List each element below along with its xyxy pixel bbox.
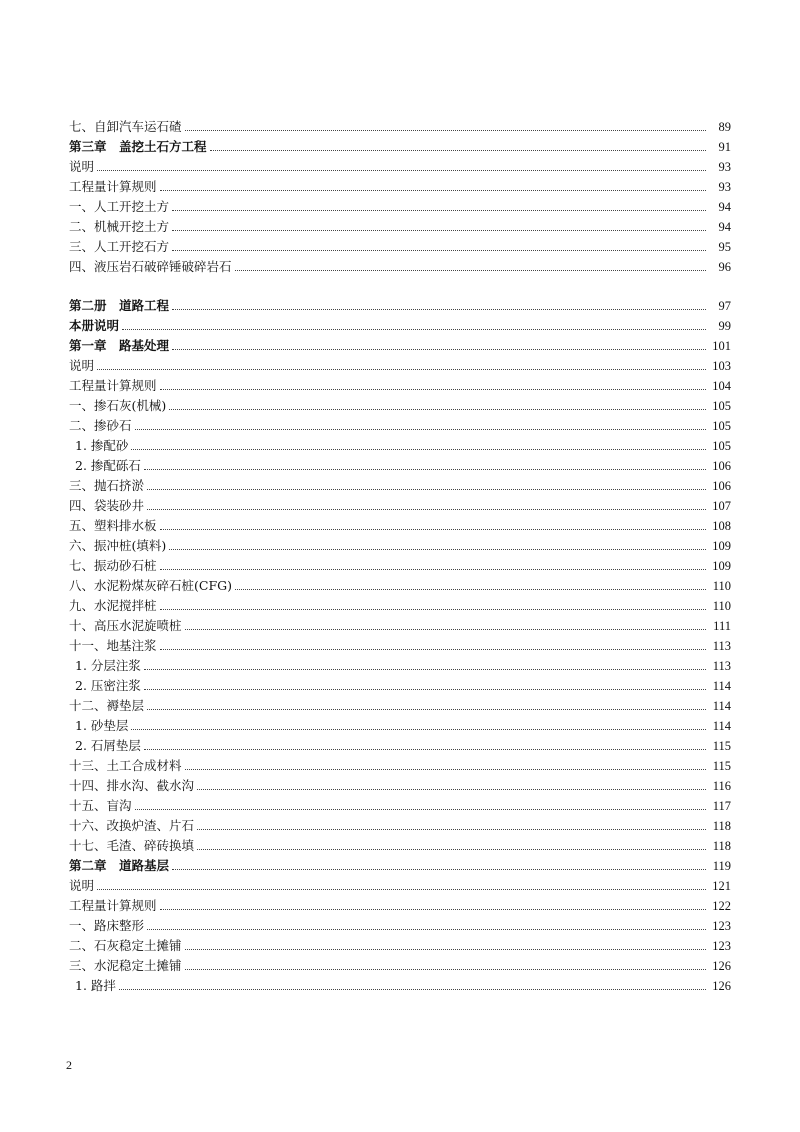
toc-entry-title: 三、抛石挤淤 bbox=[69, 478, 145, 493]
toc-entry bbox=[69, 416, 731, 436]
toc-entry-page: 123 bbox=[712, 939, 731, 953]
dot-leader bbox=[147, 489, 706, 490]
dot-leader bbox=[172, 250, 706, 251]
toc-entry-title: 第二章 道路基层 bbox=[69, 858, 170, 873]
dot-leader bbox=[97, 889, 706, 890]
dot-leader bbox=[185, 949, 706, 950]
dot-leader bbox=[160, 609, 706, 610]
toc-entry-page: 111 bbox=[713, 619, 731, 633]
toc-entry-page: 118 bbox=[712, 819, 731, 833]
toc-entry-title: 十一、地基注浆 bbox=[69, 638, 157, 653]
toc-entry-title: 七、振动砂石桩 bbox=[69, 558, 157, 573]
toc-entry-page: 114 bbox=[712, 679, 731, 693]
dot-leader bbox=[119, 989, 706, 990]
toc-entry-title: 四、袋装砂井 bbox=[69, 498, 145, 513]
toc-entry-title: 八、水泥粉煤灰碎石桩(CFG) bbox=[69, 578, 232, 593]
toc-entry bbox=[69, 476, 731, 496]
dot-leader bbox=[210, 150, 706, 151]
toc-entry bbox=[69, 396, 731, 416]
toc-entry-page: 104 bbox=[712, 379, 731, 393]
toc-entry bbox=[69, 916, 731, 936]
toc-entry-title: 一、路床整形 bbox=[69, 918, 145, 933]
dot-leader bbox=[172, 309, 706, 310]
dot-leader bbox=[147, 929, 706, 930]
toc-entry bbox=[69, 456, 731, 476]
page-number: 2 bbox=[66, 1058, 72, 1072]
toc-entry-title: 三、水泥稳定土摊铺 bbox=[69, 958, 182, 973]
toc-entry-page: 95 bbox=[718, 240, 731, 254]
toc-entry bbox=[69, 356, 731, 376]
dot-leader bbox=[169, 409, 706, 410]
toc-entry-title: 1. 掺配砂 bbox=[75, 438, 129, 453]
toc-entry-title: 说明 bbox=[69, 358, 95, 373]
toc-entry-page: 89 bbox=[718, 120, 731, 134]
toc-entry-page: 106 bbox=[712, 459, 731, 473]
toc-entry-page: 99 bbox=[718, 319, 731, 333]
toc-entry-title: 十、高压水泥旋喷桩 bbox=[69, 618, 182, 633]
dot-leader bbox=[172, 869, 706, 870]
dot-leader bbox=[172, 349, 706, 350]
toc-entry-title: 1. 砂垫层 bbox=[75, 718, 129, 733]
toc-entry bbox=[69, 117, 731, 137]
dot-leader bbox=[160, 569, 706, 570]
toc-entry bbox=[69, 217, 731, 237]
toc-entry bbox=[69, 936, 731, 956]
dot-leader bbox=[185, 969, 706, 970]
toc-entry bbox=[69, 237, 731, 257]
toc-entry-title: 第三章 盖挖土石方工程 bbox=[69, 139, 207, 154]
toc-entry-title: 十七、毛渣、碎砖换填 bbox=[69, 838, 195, 853]
dot-leader bbox=[160, 190, 706, 191]
toc-entry bbox=[69, 876, 731, 896]
toc-entry-page: 93 bbox=[718, 180, 731, 194]
toc-entry bbox=[69, 316, 731, 336]
toc-entry-title: 九、水泥搅拌桩 bbox=[69, 598, 157, 613]
toc-entry bbox=[69, 696, 731, 716]
toc-entry bbox=[69, 576, 731, 596]
toc-entry-page: 96 bbox=[718, 260, 731, 274]
toc-entry-title: 十二、褥垫层 bbox=[69, 698, 145, 713]
toc-entry bbox=[69, 676, 731, 696]
dot-leader bbox=[160, 649, 706, 650]
toc-entry bbox=[69, 296, 731, 316]
toc-entry-page: 113 bbox=[712, 639, 731, 653]
toc-entry bbox=[69, 376, 731, 396]
toc-entry-title: 十四、排水沟、截水沟 bbox=[69, 778, 195, 793]
dot-leader bbox=[185, 130, 706, 131]
toc-entry-title: 五、塑料排水板 bbox=[69, 518, 157, 533]
toc-entry bbox=[69, 756, 731, 776]
toc-entry-title: 工程量计算规则 bbox=[69, 179, 157, 194]
toc-entry-title: 一、掺石灰(机械) bbox=[69, 398, 167, 413]
toc-entry-title: 工程量计算规则 bbox=[69, 378, 157, 393]
toc-entry-page: 117 bbox=[712, 799, 731, 813]
toc-entry bbox=[69, 776, 731, 796]
toc-entry bbox=[69, 257, 731, 277]
toc-entry-page: 109 bbox=[712, 559, 731, 573]
toc-entry bbox=[69, 896, 731, 916]
toc-group-2 bbox=[69, 296, 731, 996]
toc-entry-title: 二、掺砂石 bbox=[69, 418, 132, 433]
table-of-contents bbox=[69, 117, 731, 996]
toc-entry-title: 工程量计算规则 bbox=[69, 898, 157, 913]
toc-entry-page: 114 bbox=[712, 719, 731, 733]
dot-leader bbox=[144, 749, 706, 750]
toc-entry-title: 七、自卸汽车运石碴 bbox=[69, 119, 182, 134]
toc-entry bbox=[69, 656, 731, 676]
toc-entry-page: 121 bbox=[712, 879, 731, 893]
toc-entry bbox=[69, 516, 731, 536]
toc-entry bbox=[69, 336, 731, 356]
dot-leader bbox=[144, 469, 706, 470]
dot-leader bbox=[144, 689, 706, 690]
toc-entry-page: 122 bbox=[712, 899, 731, 913]
dot-leader bbox=[135, 809, 706, 810]
toc-entry bbox=[69, 197, 731, 217]
toc-entry-page: 106 bbox=[712, 479, 731, 493]
dot-leader bbox=[172, 230, 706, 231]
toc-entry bbox=[69, 157, 731, 177]
toc-entry-title: 十五、盲沟 bbox=[69, 798, 132, 813]
dot-leader bbox=[147, 509, 706, 510]
dot-leader bbox=[122, 329, 706, 330]
dot-leader bbox=[160, 389, 706, 390]
dot-leader bbox=[97, 170, 706, 171]
toc-entry-page: 123 bbox=[712, 919, 731, 933]
toc-entry-title: 说明 bbox=[69, 878, 95, 893]
dot-leader bbox=[197, 789, 706, 790]
toc-entry bbox=[69, 856, 731, 876]
toc-entry-title: 1. 路拌 bbox=[75, 978, 116, 993]
toc-entry-title: 2. 压密注浆 bbox=[75, 678, 141, 693]
dot-leader bbox=[131, 449, 706, 450]
toc-entry-title: 2. 掺配砾石 bbox=[75, 458, 141, 473]
toc-entry-title: 十六、改换炉渣、片石 bbox=[69, 818, 195, 833]
toc-entry bbox=[69, 596, 731, 616]
toc-entry-page: 113 bbox=[712, 659, 731, 673]
toc-entry bbox=[69, 177, 731, 197]
toc-entry-title: 2. 石屑垫层 bbox=[75, 738, 141, 753]
dot-leader bbox=[235, 589, 706, 590]
toc-entry-page: 115 bbox=[712, 759, 731, 773]
toc-entry-page: 114 bbox=[712, 699, 731, 713]
toc-entry-page: 110 bbox=[712, 579, 731, 593]
dot-leader bbox=[160, 909, 706, 910]
toc-entry-page: 103 bbox=[712, 359, 731, 373]
toc-entry-page: 110 bbox=[712, 599, 731, 613]
toc-entry bbox=[69, 536, 731, 556]
toc-entry bbox=[69, 636, 731, 656]
toc-entry bbox=[69, 496, 731, 516]
toc-entry-title: 一、人工开挖土方 bbox=[69, 199, 170, 214]
toc-entry-page: 93 bbox=[718, 160, 731, 174]
toc-entry-title: 第二册 道路工程 bbox=[69, 298, 170, 313]
toc-entry bbox=[69, 736, 731, 756]
toc-gap bbox=[69, 277, 731, 296]
toc-entry bbox=[69, 976, 731, 996]
dot-leader bbox=[172, 210, 706, 211]
toc-group-1 bbox=[69, 117, 731, 277]
toc-entry bbox=[69, 956, 731, 976]
toc-entry-page: 97 bbox=[718, 299, 731, 313]
toc-entry-page: 94 bbox=[718, 220, 731, 234]
dot-leader bbox=[235, 270, 706, 271]
toc-entry bbox=[69, 836, 731, 856]
toc-entry-title: 三、人工开挖石方 bbox=[69, 239, 170, 254]
toc-entry bbox=[69, 616, 731, 636]
dot-leader bbox=[97, 369, 706, 370]
dot-leader bbox=[131, 729, 706, 730]
toc-entry-title: 二、石灰稳定土摊铺 bbox=[69, 938, 182, 953]
toc-entry-page: 105 bbox=[712, 399, 731, 413]
toc-entry bbox=[69, 816, 731, 836]
toc-entry-page: 94 bbox=[718, 200, 731, 214]
toc-entry-page: 105 bbox=[712, 439, 731, 453]
toc-entry-page: 109 bbox=[712, 539, 731, 553]
toc-entry-title: 1. 分层注浆 bbox=[75, 658, 141, 673]
toc-entry-title: 本册说明 bbox=[69, 318, 120, 333]
toc-entry-title: 六、振冲桩(填料) bbox=[69, 538, 167, 553]
toc-entry-page: 105 bbox=[712, 419, 731, 433]
toc-entry-page: 119 bbox=[712, 859, 731, 873]
dot-leader bbox=[169, 549, 706, 550]
toc-entry-page: 108 bbox=[712, 519, 731, 533]
dot-leader bbox=[160, 529, 706, 530]
dot-leader bbox=[185, 629, 706, 630]
toc-entry bbox=[69, 556, 731, 576]
toc-entry-title: 第一章 路基处理 bbox=[69, 338, 170, 353]
dot-leader bbox=[147, 709, 706, 710]
toc-entry-page: 101 bbox=[712, 339, 731, 353]
toc-entry-page: 107 bbox=[712, 499, 731, 513]
toc-entry bbox=[69, 137, 731, 157]
toc-entry-page: 126 bbox=[712, 959, 731, 973]
dot-leader bbox=[144, 669, 706, 670]
toc-entry bbox=[69, 716, 731, 736]
toc-entry bbox=[69, 796, 731, 816]
toc-entry-page: 118 bbox=[712, 839, 731, 853]
dot-leader bbox=[197, 849, 706, 850]
toc-entry-title: 二、机械开挖土方 bbox=[69, 219, 170, 234]
toc-entry-page: 126 bbox=[712, 979, 731, 993]
dot-leader bbox=[185, 769, 706, 770]
toc-entry-title: 十三、土工合成材料 bbox=[69, 758, 182, 773]
toc-entry-page: 115 bbox=[712, 739, 731, 753]
toc-entry-title: 四、液压岩石破碎锤破碎岩石 bbox=[69, 259, 232, 274]
toc-entry-page: 91 bbox=[718, 140, 731, 154]
toc-entry-title: 说明 bbox=[69, 159, 95, 174]
toc-entry bbox=[69, 436, 731, 456]
dot-leader bbox=[135, 429, 706, 430]
dot-leader bbox=[197, 829, 706, 830]
toc-entry-page: 116 bbox=[712, 779, 731, 793]
